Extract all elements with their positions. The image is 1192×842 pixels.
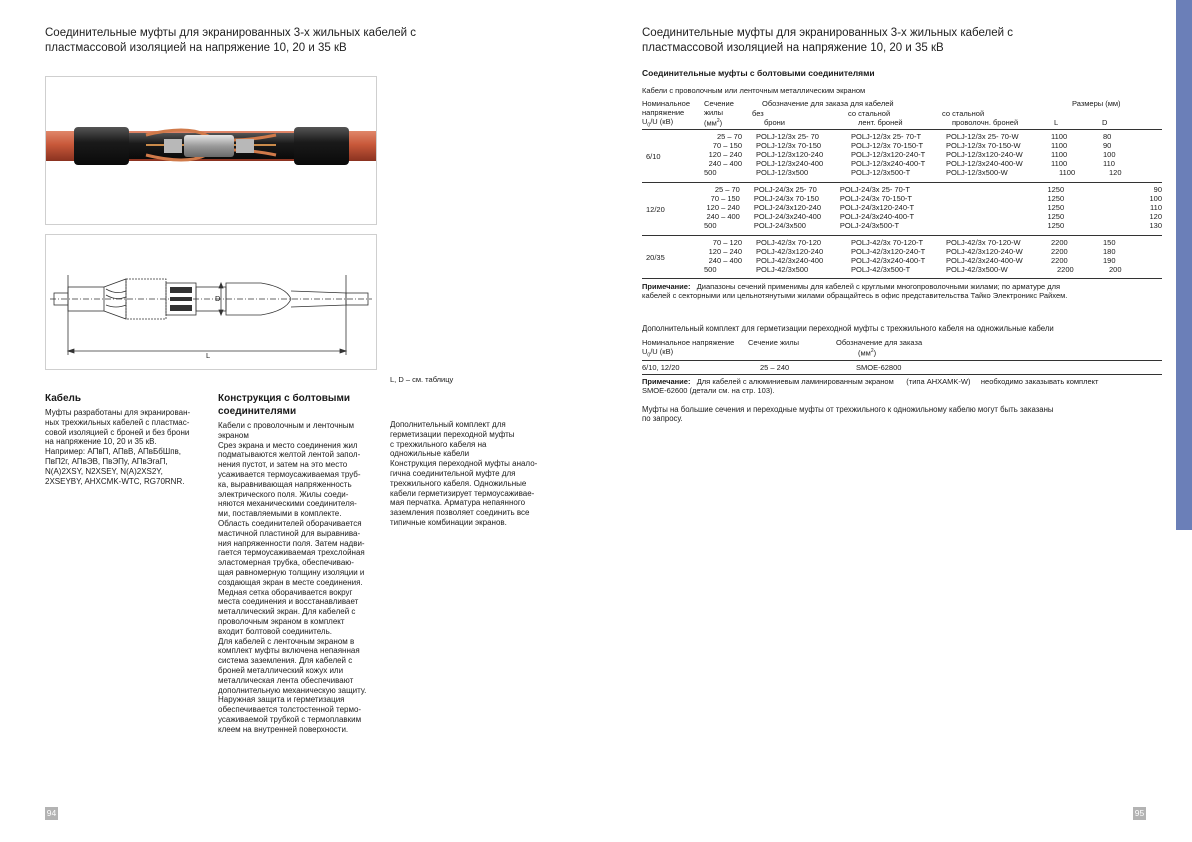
table-row: 240 – 400 POLJ-24/3x240-400 POLJ-24/3x240-400-T 1250 120 (706, 212, 1162, 221)
drawing-label-d: D (215, 294, 221, 303)
column-construction (218, 392, 383, 735)
table-row: 25 – 70 POLJ-12/3x 25- 70 POLJ-12/3x 25- 70-T POLJ-12/3x 25- 70-W 1100 80 (716, 132, 1112, 141)
table1-group-6-10 (642, 132, 1162, 182)
drawing-label-l: L (206, 351, 211, 360)
table-row: 70 – 150 POLJ-12/3x 70-150 POLJ-12/3x 70-150-T POLJ-12/3x 70-150-W 1100 90 (712, 141, 1112, 150)
product-photo (45, 76, 377, 225)
table-row: 25 – 70 POLJ-24/3x 25- 70 POLJ-24/3x 25- 70-T 1250 90 (714, 185, 1162, 194)
left-page-title: Соединительные муфты для экранированных 3-х жильных кабелей с пластмассовой изоляцией на напряжение 10, 20 и 35 кВ (45, 27, 416, 54)
table-row: 240 – 400 POLJ-12/3x240-400 POLJ-12/3x240-400-T POLJ-12/3x240-400-W 1100 110 (708, 159, 1115, 168)
note-1: Примечание: Диапазоны сечений применимы для кабелей с круглыми многопроволочными жилами; по арматуре для кабелей с секторными или цельнотянутыми жилами обращайтесь в офис представительства Тайко Электроникс Райхем. (642, 282, 1068, 300)
table-row: 500 POLJ-42/3x500 POLJ-42/3x500-T POLJ-42/3x500-W 2200 200 (704, 265, 1122, 274)
table1-rule-bottom (642, 278, 1162, 279)
t2-header-section: Сечение жилы (748, 338, 799, 347)
drawing-caption: L, D – см. таблицу (390, 375, 454, 384)
cable-joint-photo (46, 77, 376, 224)
closing-text: Муфты на большие сечения и переходные муфты от трехжильного к одножильному кабелю могут быть заказаны по запросу. (642, 405, 1054, 423)
note-2: Примечание: Для кабелей с алюминиевым ламинированным экраном (типа AHXAMK-W) необходимо заказывать комплект SMOE-62600 (детали см. на стр. 103). (642, 377, 1099, 395)
table1-caption: Кабели с проволочным или ленточным металлическим экраном (642, 86, 866, 95)
group-rows (702, 238, 1143, 274)
column-additional-kit: Дополнительный комплект для герметизации переходной муфты с трехжильного кабеля на одножильные кабели Конструкция переходной муфты анало- гична соединительной муфте для трехжильного кабеля. Одножильные кабели герметизирует термоусаживае- мая перчатка. Арматура непаянного заземления позволяет соединить все типичные комбинации экранов. (390, 420, 538, 527)
table-row: 120 – 240 POLJ-42/3x120-240 POLJ-42/3x120-240-T POLJ-42/3x120-240-W 2200 180 (708, 247, 1116, 256)
group-voltage: 12/20 (646, 205, 665, 214)
table-row: 70 – 120 POLJ-42/3x 70-120 POLJ-42/3x 70-120-T POLJ-42/3x 70-120-W 2200 150 (712, 238, 1116, 247)
table-row: 70 – 150 POLJ-24/3x 70-150 POLJ-24/3x 70-150-T 1250 100 (710, 194, 1162, 203)
group-rows (702, 132, 1143, 177)
group-voltage: 6/10 (646, 152, 661, 161)
table-row: 500 POLJ-12/3x500 POLJ-12/3x500-T POLJ-12/3x500-W 1100 120 (704, 168, 1122, 177)
cable-description: Муфты разработаны для экранирован- ных трехжильных кабелей с пластмас- совой изоляцией с броней и без брони на напряжение 10, 20 и 35 кВ. Например: АПвП, АПвВ, АПвБбШпв, ПвП2г, АПвЭВ, ПвЭПу, АПвЭгаП, N(A)2XSY, N2XSEY, N(A)2XS2Y, 2XSEYBY, AHXCMK-WTC, RG70RNR. (45, 408, 191, 486)
construction-description: Кабели с проволочным и ленточным экраном Срез экрана и место соединения жил подматываются желтой лентой запол- нения пустот, и затем на это место усаживается термоусаживаемая труб- ка, выравнивающая напряженность электрического поля. Жилы соеди- няются механическими соединителя- ми, поставляемыми в комплекте. Область соединителей оборачивается мастичной пластиной для выравнива- ния напряженности поля. Затем надви- гается термоусаживаемая трехслойная эластомерная трубка, обеспечиваю- щая равномерную толщину изоляции и создающая экран в месте соединения. Медная сетка оборачивается вокруг места соединения и восстанавливает металлический экран. Для кабелей с проволочным экраном в комплект входит болтовой соединитель. Для кабелей с ленточным экраном в комплект муфты включена непаянная система заземления. Для кабелей с броней металлический кожух или металлическая лента обеспечивают дополнительную механическую защиту. Наружная защита и герметизация обеспечивается толстостенной термо- усаживаемой трубкой с термоплавким клеем на внутренней поверхности. (218, 421, 367, 734)
table-row: 120 – 240 POLJ-12/3x120-240 POLJ-12/3x120-240-T POLJ-12/3x120-240-W 1100 100 (708, 150, 1116, 159)
page-number-left: 94 (46, 808, 57, 818)
page-number-right: 95 (1134, 808, 1145, 818)
table-row: 500 POLJ-24/3x500 POLJ-24/3x500-T 1250 130 (704, 221, 1162, 230)
table2-row: 6/10, 12/20 25 – 240 SMOE-62800 (642, 363, 902, 372)
t2-header-order: Обозначение для заказа $(мм^2)$ (836, 338, 923, 358)
table1-rule-top (642, 129, 1162, 130)
table1-header (642, 99, 1162, 129)
header-dimensions: Размеры (мм) (1072, 99, 1121, 108)
side-tab (1176, 0, 1192, 530)
section-bolted-title: Соединительные муфты с болтовыми соединителями (642, 68, 875, 78)
table-row: 240 – 400 POLJ-42/3x240-400 POLJ-42/3x240-400-T POLJ-42/3x240-400-W 2200 190 (708, 256, 1116, 265)
header-section: Сечение жилы $(мм^2)$ (704, 99, 734, 128)
header-col-a: без брони (752, 109, 785, 127)
t2-header-voltage: Номинальное напряжение $U_0/U$ (кВ) (642, 338, 735, 359)
table1-rule-2 (642, 235, 1162, 236)
joint-drawing (45, 234, 377, 370)
heading-cable: Кабель (45, 393, 82, 404)
section-transition-title: Дополнительный комплект для герметизации переходной муфты с трехжильного кабеля на одножильные кабели (642, 324, 1054, 333)
group-rows (702, 185, 1162, 230)
table1-group-20-35 (642, 238, 1162, 278)
joint-dimension-drawing (46, 235, 376, 369)
table2-rule-bottom (642, 374, 1162, 375)
header-col-b: со стальной лент. броней (848, 109, 903, 127)
table1-rule-1 (642, 182, 1162, 183)
header-col-c: со стальной проволочн. броней (942, 109, 1019, 127)
table2-rule-top (642, 360, 1162, 361)
header-order-title: Обозначение для заказа для кабелей (762, 99, 894, 108)
table2-header (642, 338, 1172, 362)
table1-group-12-20 (642, 185, 1162, 235)
table-row: 120 – 240 POLJ-24/3x120-240 POLJ-24/3x120-240-T 1250 110 (706, 203, 1162, 212)
header-dim-d: D (1102, 118, 1108, 127)
column-cable (45, 392, 210, 486)
header-voltage: Номинальное напряжение $U_0/U$ (кВ) (642, 99, 691, 129)
heading-construction: Конструкция с болтовыми соединителями (218, 393, 350, 417)
right-page-title: Соединительные муфты для экранированных 3-х жильных кабелей с пластмассовой изоляцией на напряжение 10, 20 и 35 кВ (642, 27, 1013, 54)
header-dim-l: L (1054, 118, 1059, 127)
group-voltage: 20/35 (646, 253, 665, 262)
